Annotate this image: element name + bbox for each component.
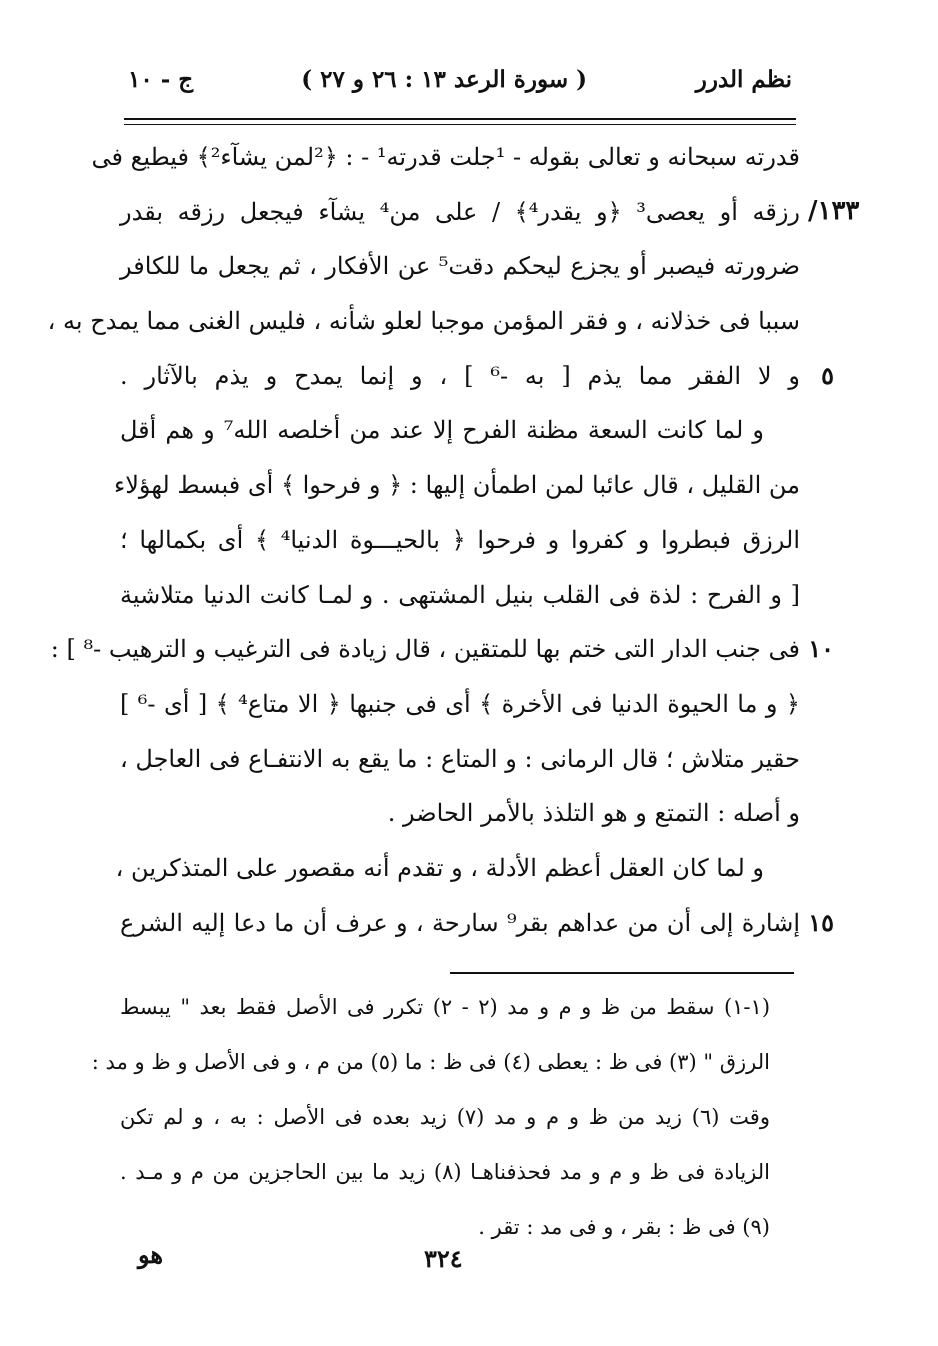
text-line: حقير متلاش ؛ قال الرمانى : و المتاع : ما يقع به الانتفـاع فى العاجل ،: [120, 744, 800, 773]
surah-reference: ( سورة الرعد ١٣ : ٢٦ و ٢٧ ): [301, 66, 587, 93]
text-line: ضرورته فيصبر أو يجزع ليحكم دقت⁵ عن الأفكار ، ثم يجعل ما للكافر: [120, 252, 800, 281]
header-rule: [124, 118, 796, 120]
text-line: إشارة إلى أن من عداهم بقر⁹ سارحة ، و عرف أن ما دعا إليه الشرع ١٥: [120, 896, 800, 951]
text-line: و لا الفقر مما يذم [ به -⁶ ] ، و إنما يمدح و يذم بالآثار . ٥: [120, 349, 800, 404]
footnote-line: الرزق " (٣) فى ظ : يعطى (٤) فى ظ : ما (٥) من م ، و فى الأصل و ظ و مد :: [91, 1050, 770, 1074]
text-line: [ و الفرح : لذة فى القلب بنيل المشتهى . و لمـا كانت الدنيا متلاشية: [120, 580, 800, 609]
footnote-line: (٩) فى ظ : بقر ، و فى مد : تقر .: [478, 1215, 770, 1239]
footnote-line: الزيادة فى ظ و م و مد فحذفناهـا (٨) زيد ما بين الحاجزين من م و مـد .: [120, 1160, 771, 1184]
line-number: ١٥: [808, 907, 834, 937]
footnote-rule: [450, 972, 794, 974]
text-line: فى جنب الدار التى ختم بها للمتقين ، قال زيادة فى الترغيب و الترهيب -⁸ ] : ١٠: [120, 622, 800, 677]
volume-number: ج - ١٠: [128, 66, 194, 93]
text-line: ﴿ و ما الحيوة الدنيا فى الأخرة ﴾ أى فى جنبها ﴿ الا متاع⁴ ﴾ [ أى -⁶ ]: [120, 689, 800, 718]
text-line: من القليل ، قال عائبا لمن اطمأن إليها : ﴿ و فرحوا ﴾ أى فبسط لهؤلاء: [113, 471, 800, 500]
running-header: [128, 66, 792, 106]
header-rule-thin: [124, 124, 796, 125]
footnotes: [91, 980, 771, 1255]
line-number: ١٠: [808, 634, 834, 664]
footnote-line: وقت (٦) زيد من ظ و م و مد (٧) زيد بعده فى الأصل : به ، و لم تكن: [120, 1105, 770, 1129]
text-line: الرزق فبطروا و كفروا و فرحوا ﴿ بالحيـــوة الدنيا⁴ ﴾ أى بكمالها ؛: [120, 525, 800, 554]
catchword: هو: [138, 1240, 164, 1269]
text-line: سببا فى خذلانه ، و فقر المؤمن موجبا لعلو شأنه ، فليس الغنى مما يمدح به ،: [47, 307, 800, 336]
text-line: رزقه أو يعصى³ ﴿و يقدر⁴﴾ / على من⁴ يشآء فيجعل رزقه بقدر: [120, 197, 801, 226]
text-line: قدرته سبحانه و تعالى بقوله - ¹جلت قدرته¹ - : ﴿²لمن يشآء²﴾ فيطيع فى: [91, 143, 800, 171]
book-title: نظم الدرر: [695, 66, 792, 93]
text-line: و أصله : التمتع و هو التلذذ بالأمر الحاضر .: [387, 799, 800, 828]
line-number: ٥: [821, 360, 834, 390]
text-line: و لما كان العقل أعظم الأدلة ، و تقدم أنه مقصور على المتذكرين ،: [115, 853, 764, 882]
margin-page-reference: ١٣٣/: [808, 196, 860, 226]
text-line: و لما كانت السعة مظنة الفرح إلا عند من أخلصه الله⁷ و هم أقل: [120, 416, 764, 445]
page-number: ٣٢٤: [424, 1244, 463, 1273]
footnote-line: (١-١) سقط من ظ و م و مد (٢ - ٢) تكرر فى الأصل فقط بعد " يبسط: [120, 995, 771, 1019]
